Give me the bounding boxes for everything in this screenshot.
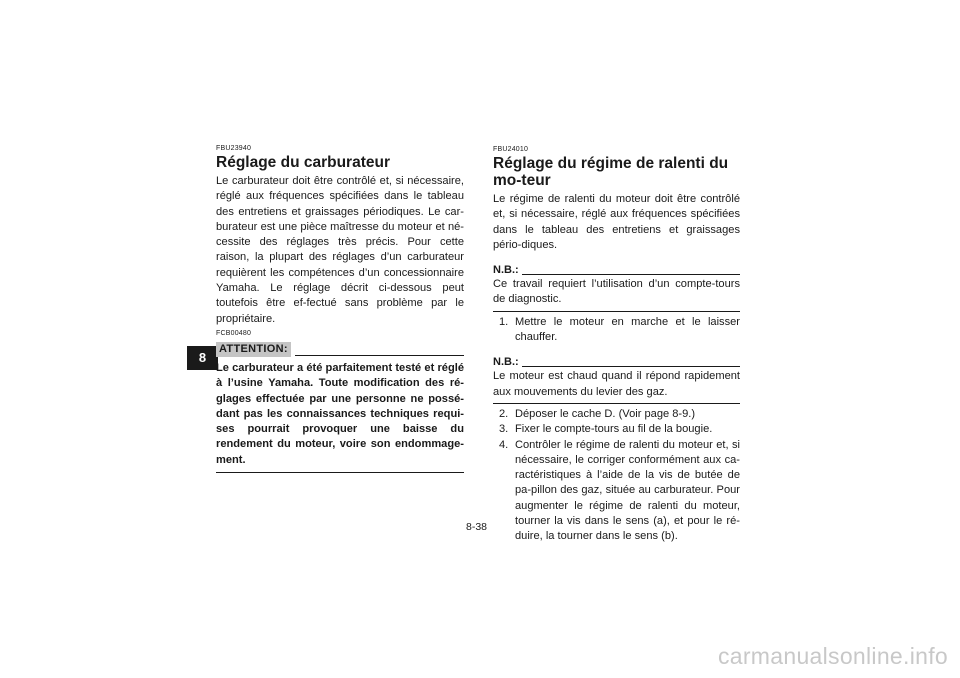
attention-rule (295, 355, 464, 356)
attention-text: Le carburateur a été parfaitement testé et réglé à l’usine Yamaha. Toute modification des ré-glages effectuée par une personne ne possé-dant pas les connaissances techniques requi-ses pourrait provoquer une baisse du rendement du moteur, voire son endommage-ment. (216, 361, 464, 473)
note-rule (522, 274, 740, 275)
note-text: Le moteur est chaud quand il répond rapidement aux mouvements du levier des gaz. (493, 369, 740, 404)
step-text: Fixer le compte-tours au fil de la bougie. (515, 423, 713, 436)
step-number: 2. (499, 407, 509, 420)
section-tab: 8 (187, 346, 218, 370)
attention-code: FCB00480 (216, 329, 252, 337)
note-text: Ce travail requiert l’utilisation d’un compte-tours de diagnostic. (493, 277, 740, 312)
page-number: 8-38 (466, 521, 488, 533)
body-paragraph: Le carburateur doit être contrôlé et, si nécessaire, réglé aux fréquences spécifiées dans le tableau des entretiens et graissages périodiques. Le car-burateur est une pièce maîtresse du moteur et né-cessite des réglages très précis. Pour cette raison, la plupart des réglages d’un carburateur requièrent les compétences d’un concessionnaire Yamaha. Le réglage décrit ci-dessous peut toutefois être ef-fectué sans problème par le propriétaire. (216, 175, 464, 325)
list-item (493, 438, 740, 545)
watermark: carmanualsonline.info (717, 643, 948, 669)
attention-header (216, 342, 464, 357)
step-list (493, 315, 740, 346)
note-label: N.B.: (493, 356, 519, 369)
left-column (216, 145, 464, 473)
section-title: Réglage du carburateur (216, 154, 390, 171)
right-column (493, 146, 740, 545)
step-number: 3. (499, 423, 509, 436)
list-item (493, 422, 740, 437)
step-number: 4. (499, 438, 509, 451)
step-text: Mettre le moteur en marche et le laisser chauffer. (515, 315, 740, 344)
note-rule (522, 366, 740, 367)
section-code: FBU24010 (493, 146, 529, 153)
section-code: FBU23940 (216, 145, 252, 152)
note-header (493, 355, 740, 369)
list-item (493, 315, 740, 346)
body-paragraph: Le régime de ralenti du moteur doit être contrôlé et, si nécessaire, réglé aux fréquences spécifiées dans le tableau des entretiens et graissages pério-diques. (493, 193, 740, 251)
note-label: N.B.: (493, 264, 519, 277)
note-header (493, 263, 740, 277)
step-number: 1. (499, 315, 509, 328)
attention-label: ATTENTION: (216, 342, 291, 357)
step-text: Contrôler le régime de ralenti du moteur et, si nécessaire, le corriger conformément aux ca-ractéristiques à l’aide de la vis de butée de pa-pillon des gaz, située au carburateur. Pour augmenter le régime de ralenti du moteur, tourner la vis dans le sens (a), et pour le ré-duire, la tourner dans le sens (b). (515, 438, 740, 543)
section-title: Réglage du régime de ralenti du mo-teur (493, 155, 729, 189)
step-text: Déposer le cache D. (Voir page 8-9.) (515, 407, 696, 420)
list-item (493, 407, 740, 422)
step-list (493, 407, 740, 545)
